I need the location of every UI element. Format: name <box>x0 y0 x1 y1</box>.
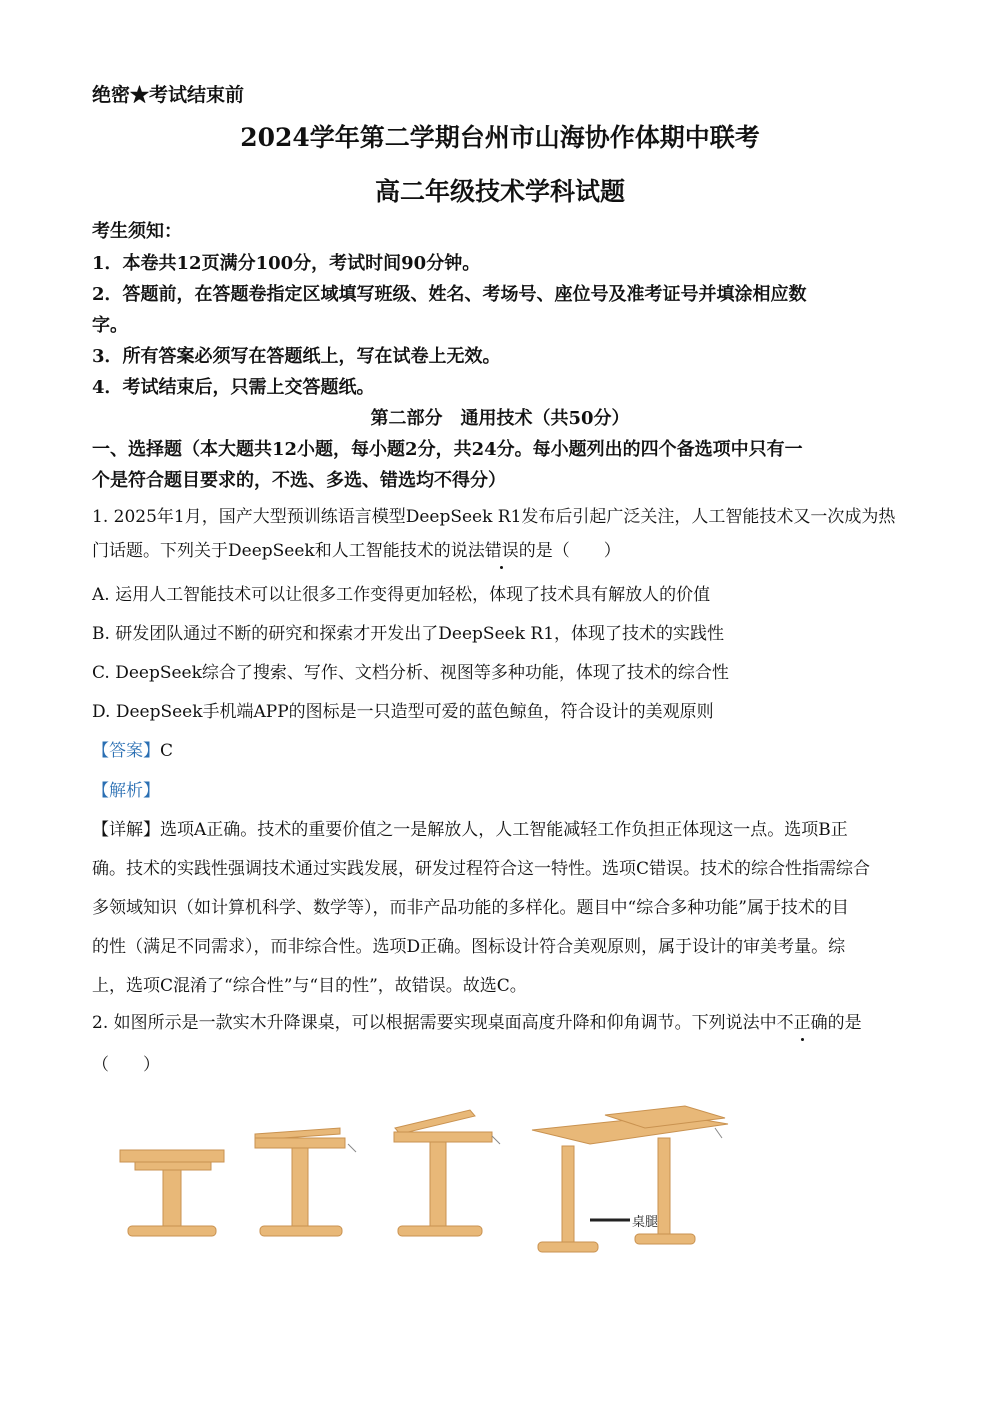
q1-option-a: A. 运用人工智能技术可以让很多工作变得更加轻松，体现了技术具有解放人的价值 <box>92 585 711 605</box>
exam-subtitle: 高二年级技术学科试题 <box>374 177 625 206</box>
desk-figure <box>100 1100 760 1270</box>
q1-option-b: B. 研发团队通过不断的研究和探索才开发出了DeepSeek R1，体现了技术的实践性 <box>92 624 725 644</box>
notice-item: 1．本卷共12页满分100分，考试时间90分钟。 <box>92 253 481 274</box>
q1-option-c: C. DeepSeek综合了搜索、写作、文档分析、视图等多种功能，体现了技术的综合性 <box>92 663 729 683</box>
exam-title: 2024学年第二学期台州市山海协作体期中联考 <box>240 123 760 152</box>
detail-line: 确。技术的实践性强调技术通过实践发展，研发过程符合这一特性。选项C错误。技术的综合性指需综合 <box>92 859 871 879</box>
section-intro: 个是符合题目要求的，不选、多选、错选均不得分） <box>92 470 506 491</box>
q2-stem-part: 2. 如图所示是一款实木升降课桌，可以根据需要实现桌面高度升降和仰角调节。下列说法中 <box>92 1013 777 1033</box>
detail-line: 上，选项C混淆了“综合性”与“目的性”，故错误。故选C。 <box>92 976 527 996</box>
q1-stem-line2 <box>92 536 621 561</box>
detail-line: 的性（满足不同需求），而非综合性。选项D正确。图标设计符合美观原则，属于设计的审美考量。综 <box>92 937 846 957</box>
analysis-label: 【解析】 <box>92 781 160 801</box>
q1-option-d: D. DeepSeek手机端APP的图标是一只造型可爱的蓝色鲸鱼，符合设计的美观原则 <box>92 702 714 722</box>
notice-item: 4．考试结束后，只需上交答题纸。 <box>92 377 375 398</box>
confidential-label: 绝密★考试结束前 <box>92 84 245 106</box>
q2-emphasis: 不正确 <box>777 1008 828 1033</box>
notice-item: 3．所有答案必须写在答题纸上，写在试卷上无效。 <box>92 346 501 367</box>
q1-answer <box>92 736 173 761</box>
section-intro: 一、选择题（本大题共12小题，每小题2分，共24分。每小题列出的四个备选项中只有一 <box>92 439 803 460</box>
part-title: 第二部分 通用技术（共50分） <box>370 408 630 429</box>
desk-view-2 <box>255 1128 356 1236</box>
figure-label: 桌腿 <box>632 1215 659 1230</box>
notice-item: 字。 <box>92 315 128 336</box>
q2-blank: （ ） <box>92 1055 160 1075</box>
q1-emphasis: 错误 <box>485 536 519 561</box>
detail-line: 多领域知识（如计算机科学、数学等），而非产品功能的多样化。题目中“综合多种功能”属于技术的目 <box>92 898 849 918</box>
answer-label: 【答案】 <box>92 741 160 761</box>
q2-stem-part: 的是 <box>827 1013 862 1033</box>
notice-heading: 考生须知： <box>92 221 182 242</box>
q1-stem-part: 的是（ ） <box>518 541 621 561</box>
q2-stem <box>92 1008 862 1033</box>
desk-view-1 <box>120 1150 224 1236</box>
detail-line: 【详解】选项A正确。技术的重要价值之一是解放人，人工智能减轻工作负担正体现这一点。选项B正 <box>92 820 848 840</box>
answer-value: C <box>160 741 174 761</box>
desk-view-3 <box>394 1110 500 1236</box>
q1-stem-part: 门话题。下列关于DeepSeek和人工智能技术的说法 <box>92 541 485 561</box>
q1-stem: 1. 2025年1月，国产大型预训练语言模型DeepSeek R1发布后引起广泛关注，人工智能技术又一次成为热 <box>92 507 896 527</box>
desk-view-4 <box>532 1106 728 1252</box>
notice-item: 2．答题前，在答题卷指定区域填写班级、姓名、考场号、座位号及准考证号并填涂相应数 <box>92 284 807 305</box>
